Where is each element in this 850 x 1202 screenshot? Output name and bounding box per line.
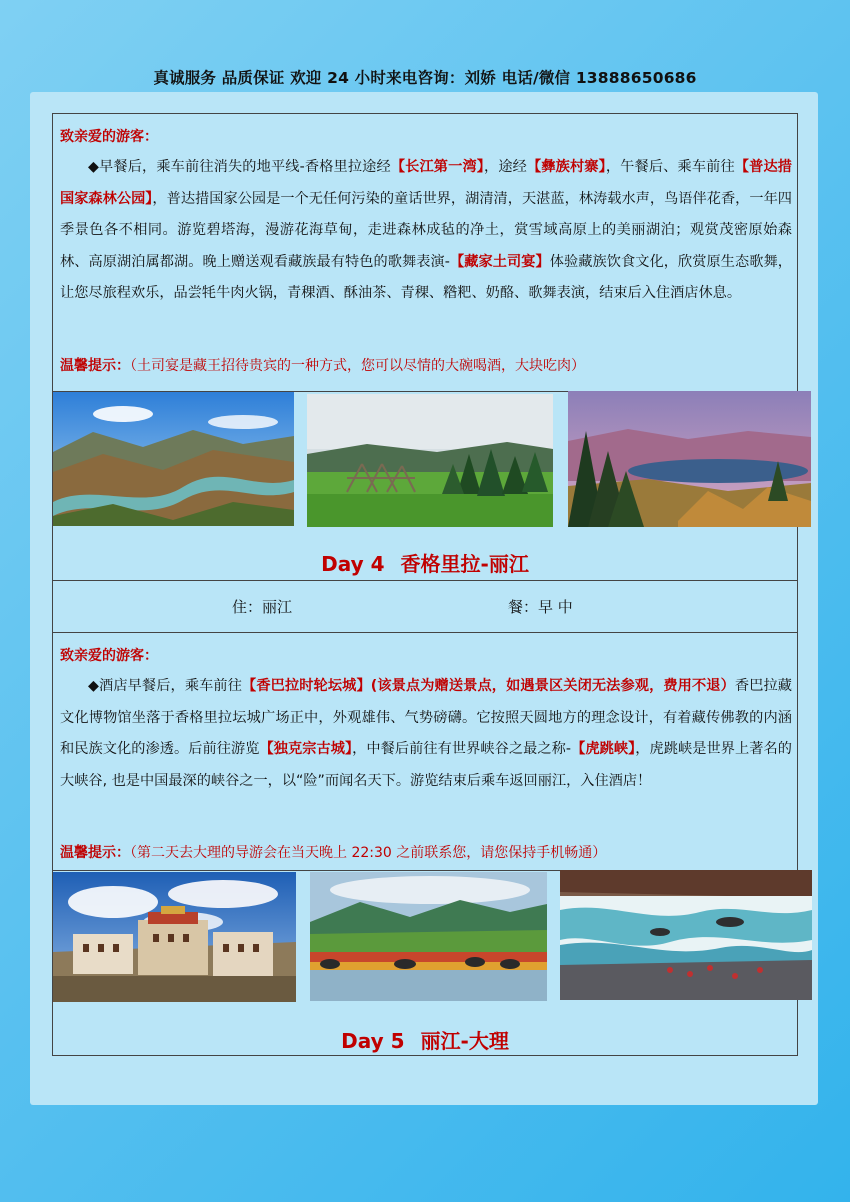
- day4-title: [52, 548, 798, 577]
- day5-route: 丽江-大理: [420, 1029, 509, 1053]
- day4-tip-text: （第二天去大理的导游会在当天晚上 22:30 之前联系您，请您保持手机畅通）: [130, 845, 607, 861]
- itinerary-segment: ◆酒店早餐后，乘车前往: [88, 678, 243, 694]
- day4-stay: 住：丽江: [232, 598, 293, 616]
- day5-day-label: Day 5: [341, 1029, 405, 1053]
- highlighted-attraction: 【藏家土司宴】: [449, 253, 550, 270]
- highlighted-attraction: 【虎跳峡】: [571, 741, 636, 757]
- highlighted-attraction: 【普达措国家森林公园】: [60, 159, 792, 207]
- highlighted-attraction: 【彝族村寨】: [527, 159, 606, 175]
- day5-title: [52, 1025, 798, 1054]
- highlighted-attraction: 【独克宗古城】: [259, 741, 353, 757]
- contact-header: 真诚服务 品质保证 欢迎 24 小时来电咨询：刘娇 电话/微信 13888650686: [153, 69, 697, 87]
- itinerary-segment: ，中餐后前往有世界峡谷之最之称-: [352, 741, 572, 757]
- day3-greeting: 致亲爱的游客：: [60, 129, 158, 145]
- itinerary-segment: ，午餐后、乘车前往: [605, 159, 735, 175]
- day3-tip-label: 温馨提示：: [60, 358, 130, 374]
- itinerary-segment: ，途经: [484, 159, 527, 175]
- tiger-leaping-gorge-photo: [560, 870, 812, 1000]
- day3-itinerary-text: [60, 152, 792, 310]
- grassland-cattle-photo: [310, 872, 547, 1001]
- day3-tip-text: （土司宴是藏王招待贵宾的一种方式，您可以尽情的大碗喝酒，大块吃肉）: [130, 358, 585, 374]
- day4-route: 香格里拉-丽江: [400, 552, 529, 576]
- highlighted-attraction: 【香巴拉时轮坛城】(该景点为赠送景点，如遇景区关闭无法参观，费用不退）: [242, 678, 735, 694]
- meadow-forest-photo: [307, 394, 553, 527]
- day4-itinerary-text: [60, 671, 792, 797]
- highlighted-attraction: 【长江第一湾】: [390, 159, 485, 175]
- day4-meals: 餐：早 中: [508, 598, 573, 616]
- day4-tip: [60, 842, 606, 862]
- itinerary-segment: ◆早餐后，乘车前往消失的地平线-香格里拉途经: [88, 159, 391, 175]
- itinerary-segment: ，虎跳峡是世界上著名的大峡谷, 也是中国最深的峡谷之一，以“险”而闻名天下。游览结束后乘车返回丽江，入住酒店！: [60, 741, 792, 789]
- monastery-photo: [53, 872, 296, 1002]
- day4-meta-box: [52, 580, 798, 633]
- itinerary-segment: 香巴拉藏文化博物馆坐落于香格里拉坛城广场正中，外观雄伟、气势磅礴。它按照天圆地方的理念设计，有着藏传佛教的内涵和民族文化的渗透。后前往游览: [60, 678, 792, 757]
- itinerary-segment: 体验藏族饮食文化，欣赏原生态歌舞，让您尽旅程欢乐，品尝牦牛肉火锅，青稞酒、酥油茶、青稞、糌粑、奶酪、歌舞表演，结束后入住酒店休息。: [60, 253, 792, 301]
- day4-greeting: 致亲爱的游客：: [60, 648, 158, 664]
- day4-tip-label: 温馨提示：: [60, 845, 130, 861]
- day3-tip: [60, 355, 585, 375]
- yangtze-first-bend-photo: [53, 392, 294, 526]
- autumn-lake-photo: [568, 391, 811, 527]
- itinerary-segment: ，普达措国家公园是一个无任何污染的童话世界，湖清清，天湛蓝，林涛载水声，鸟语伴花香，一年四季景色各不相同。游览碧塔海，漫游花海草甸，走进森林成毡的净土，赏雪域高原上的美丽湖泊；观赏茂密原始森林、高原湖泊属都湖。晚上赠送观看藏族最有特色的歌舞表演-: [60, 190, 792, 270]
- day4-day-label: Day 4: [321, 552, 385, 576]
